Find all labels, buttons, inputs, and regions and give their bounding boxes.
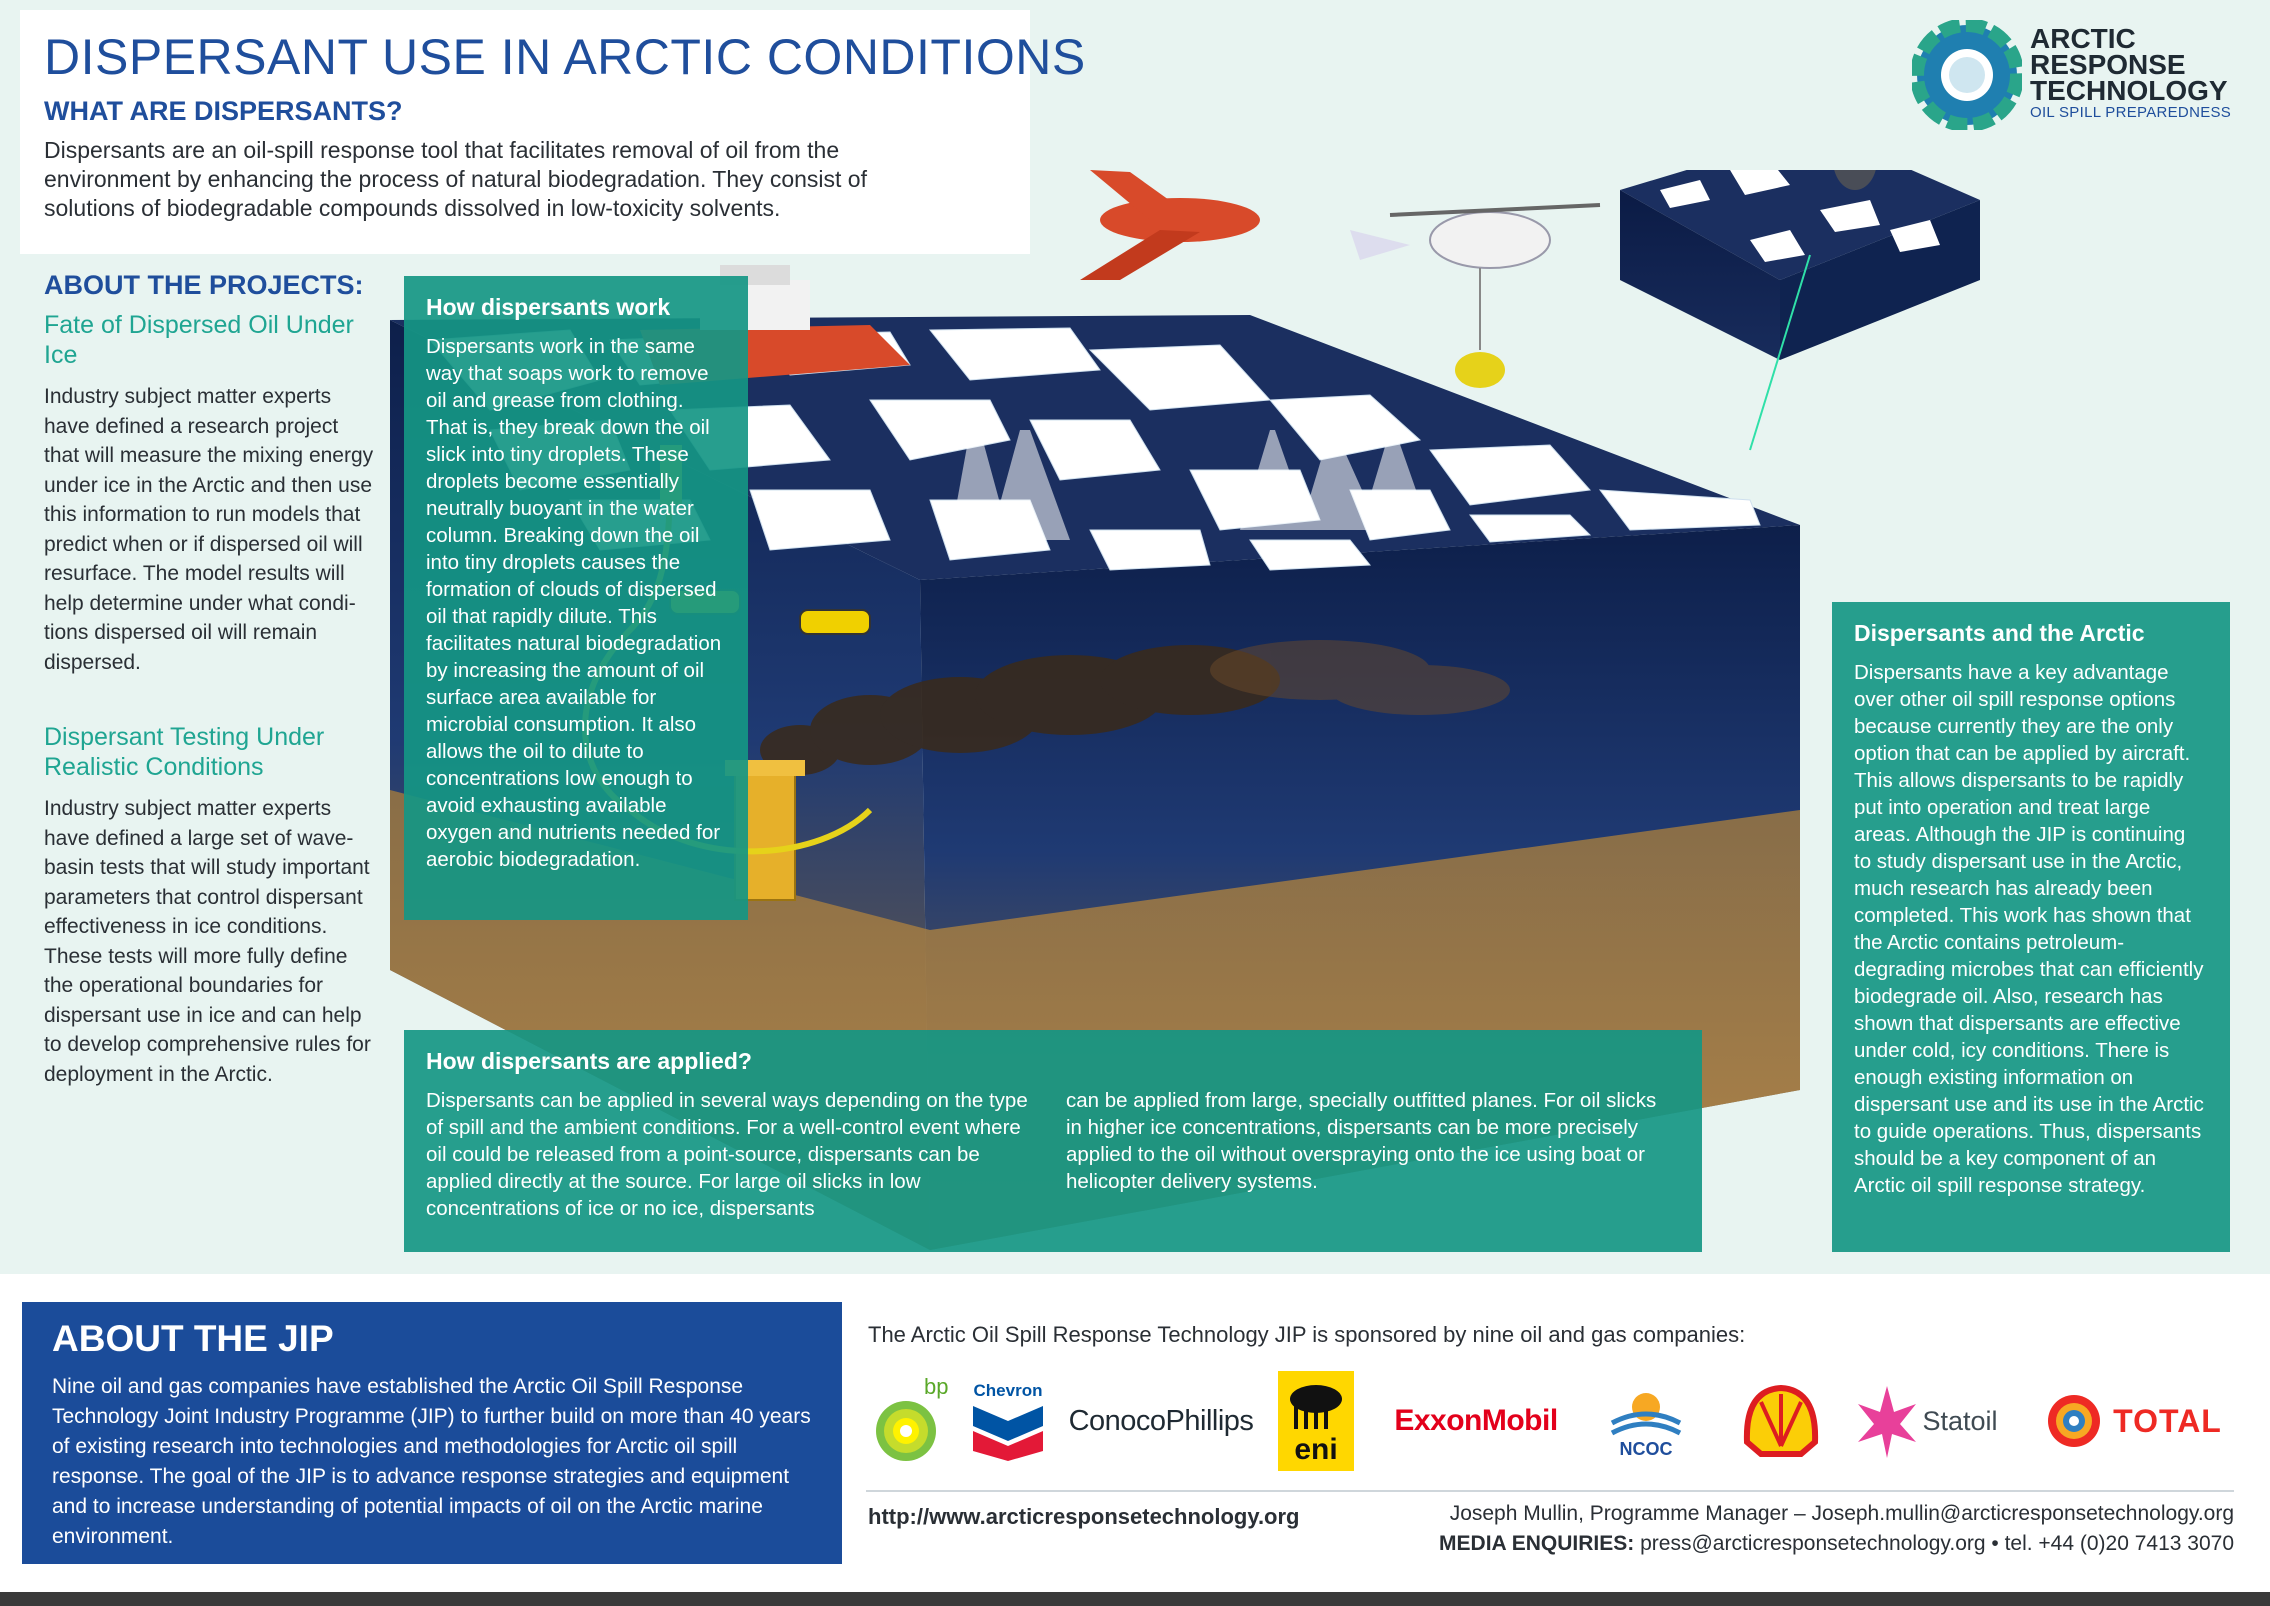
how-dispersants-applied-col-1: Dispersants can be applied in several ways depending on the type of spill and the ambient conditions. For a well-control event where oil could be released from a point-source, dispersants can be applied directly at the source. For large oil slicks in low concentrations of ice or no ice, dispersants: [426, 1089, 1028, 1220]
dispersants-arctic-box: [1832, 602, 2230, 1252]
exxonmobil-wordmark: ExxonMobil: [1394, 1404, 1558, 1437]
how-dispersants-work-box: [404, 276, 748, 920]
chevron-logo: [968, 1366, 1048, 1476]
statoil-logo: [1851, 1366, 2001, 1476]
dispersants-arctic-text: Dispersants have a key advantage over other oil spill response options because currently they are the only option that can be applied by aircraft. This allows dispersants to be rapidly put into operation and treat large areas. Although the JIP is continuing to study dispersant use in the Arctic, much research has already been completed. This work has shown that the Arctic contains petroleum-degrading microbes that can efficiently biodegrade oil. Also, research has shown that dispersants are effective under cold, icy conditions. There is enough existing information on dispersant use and its use in the Arctic to guide operations. Thus, dispersants should be a key component of an Arctic oil spill response strategy.: [1854, 661, 2204, 1197]
dispersants-arctic-heading: Dispersants and the Arctic: [1854, 620, 2145, 646]
footer-strip: [0, 1592, 2270, 1606]
how-dispersants-work-text: Dispersants work in the same way that soaps work to remove oil and grease from clothing. That is, they break down the oil slick into tiny droplets. These droplets become essentially neutrally buoyant in the water column. Breaking down the oil into tiny droplets causes the formation of clouds of dispersed oil that rapidly dilute. This facilitates natural biodegradation by increasing the amount of oil surface area available for microbial consumption. It also allows the oil to dilute to concentrations low enough to avoid exhausting available oxygen and nutrients needed for aerobic biodegradation.: [426, 335, 722, 871]
total-mark-icon: [2045, 1392, 2103, 1450]
about-jip-heading: ABOUT THE JIP: [52, 1318, 334, 1359]
total-wordmark: TOTAL: [2113, 1402, 2222, 1439]
helicopter: [1350, 205, 1600, 388]
conocophillips-wordmark: ConocoPhillips: [1068, 1404, 1254, 1437]
footer-divider: [866, 1490, 2234, 1492]
contact-line: Joseph Mullin, Programme Manager – Joseph.mullin@arcticresponsetechnology.org: [1449, 1502, 2234, 1525]
bp-logo: [866, 1366, 956, 1476]
airplane: [1080, 170, 1260, 280]
fate-dispersed-oil-heading: Fate of Dispersed Oil Under Ice: [44, 311, 354, 369]
brand-line-3: TECHNOLOGY: [2030, 75, 2228, 106]
conocophillips-logo: [1068, 1366, 1254, 1476]
six-legged-dog-icon: [1286, 1375, 1346, 1431]
media-enquiries: [1402, 1532, 2234, 1556]
ncoc-wordmark: NCOC: [1619, 1438, 1673, 1459]
how-dispersants-applied-box: [404, 1030, 1702, 1252]
fate-dispersed-oil-text: Industry subject matter experts have defined a research project that will measure the mixing energy under ice in the Arctic and then use this information to run models that predict when or if dispersed oil will resurface. The model results will help determine under what condi-tions dispersed oil will remain dispersed.: [44, 385, 374, 674]
ncoc-sun-icon: [1606, 1383, 1686, 1439]
sponsor-intro: The Arctic Oil Spill Response Technology JIP is sponsored by nine oil and gas companies:: [868, 1322, 1746, 1347]
brand-tagline: OIL SPILL PREPAREDNESS: [2030, 104, 2232, 121]
brand-line-1: ARCTIC: [2030, 23, 2136, 54]
eni-wordmark: eni: [1294, 1433, 1338, 1466]
ncoc-logo: [1596, 1366, 1696, 1476]
statoil-wordmark: Statoil: [1922, 1405, 1998, 1436]
eni-logo: [1276, 1366, 1356, 1476]
chevron-mark-icon: [973, 1401, 1043, 1461]
media-enquiries-label: MEDIA ENQUIRIES:: [1439, 1532, 1635, 1555]
dispersant-testing-heading: Dispersant Testing Under Realistic Conditions: [44, 723, 325, 781]
shell-logo: [1736, 1366, 1826, 1476]
how-dispersants-work-heading: How dispersants work: [426, 294, 671, 320]
bp-wordmark: bp: [924, 1374, 949, 1399]
media-enquiries-text: press@arcticresponsetechnology.org • tel. +44 (0)20 7413 3070: [1640, 1532, 2234, 1555]
shell-pecten-icon: [1741, 1382, 1821, 1460]
about-projects-heading: ABOUT THE PROJECTS:: [44, 270, 364, 300]
website-link[interactable]: http://www.arcticresponsetechnology.org: [868, 1504, 1300, 1529]
brand-line-2: RESPONSE: [2030, 49, 2186, 80]
arctic-response-technology-logo: [1912, 20, 2252, 130]
dispersant-testing-text: Industry subject matter experts have defined a large set of wave-basin tests that will study important parameters that control dispersant effectiveness in ice conditions. These tests will more fully define the operational boundaries for dispersant use in ice and can help to develop comprehensive rules for deployment in the Arctic.: [44, 797, 371, 1086]
chevron-wordmark: Chevron: [973, 1381, 1043, 1400]
remote-monitoring-inset: [1620, 170, 1980, 450]
exxonmobil-logo: [1386, 1366, 1566, 1476]
how-dispersants-applied-heading: How dispersants are applied?: [426, 1048, 752, 1074]
what-are-dispersants-heading: WHAT ARE DISPERSANTS?: [44, 96, 403, 126]
about-jip-text: Nine oil and gas companies have established the Arctic Oil Spill Response Technology Joint Industry Programme (JIP) to further build on more than 40 years of existing research into technologies and methodologies for Arctic oil spill response. The goal of the JIP is to advance response strategies and equipment and to increase understanding of potential impacts of oil on the Arctic marine environment.: [52, 1375, 811, 1548]
rov-right: [800, 610, 870, 634]
globe-logo-icon: [1912, 20, 2022, 130]
total-logo: [2031, 1366, 2236, 1476]
statoil-star-icon: [1854, 1382, 1920, 1460]
about-jip-box: [22, 1302, 842, 1564]
sponsor-logos: [866, 1366, 2236, 1476]
how-dispersants-applied-col-2: can be applied from large, specially outfitted planes. For oil slicks in higher ice concentrations, dispersants can be more precisely applied to the oil without overspraying onto the ice using boat or helicopter delivery systems.: [1066, 1089, 1657, 1193]
what-are-dispersants-text: Dispersants are an oil-spill response tool that facilitates removal of oil from the environment by enhancing the process of natural biodegradation. They consist of solutions of biodegradable compounds dissolved in low-toxicity solvents.: [44, 137, 867, 221]
page-title: DISPERSANT USE IN ARCTIC CONDITIONS: [44, 29, 1086, 85]
